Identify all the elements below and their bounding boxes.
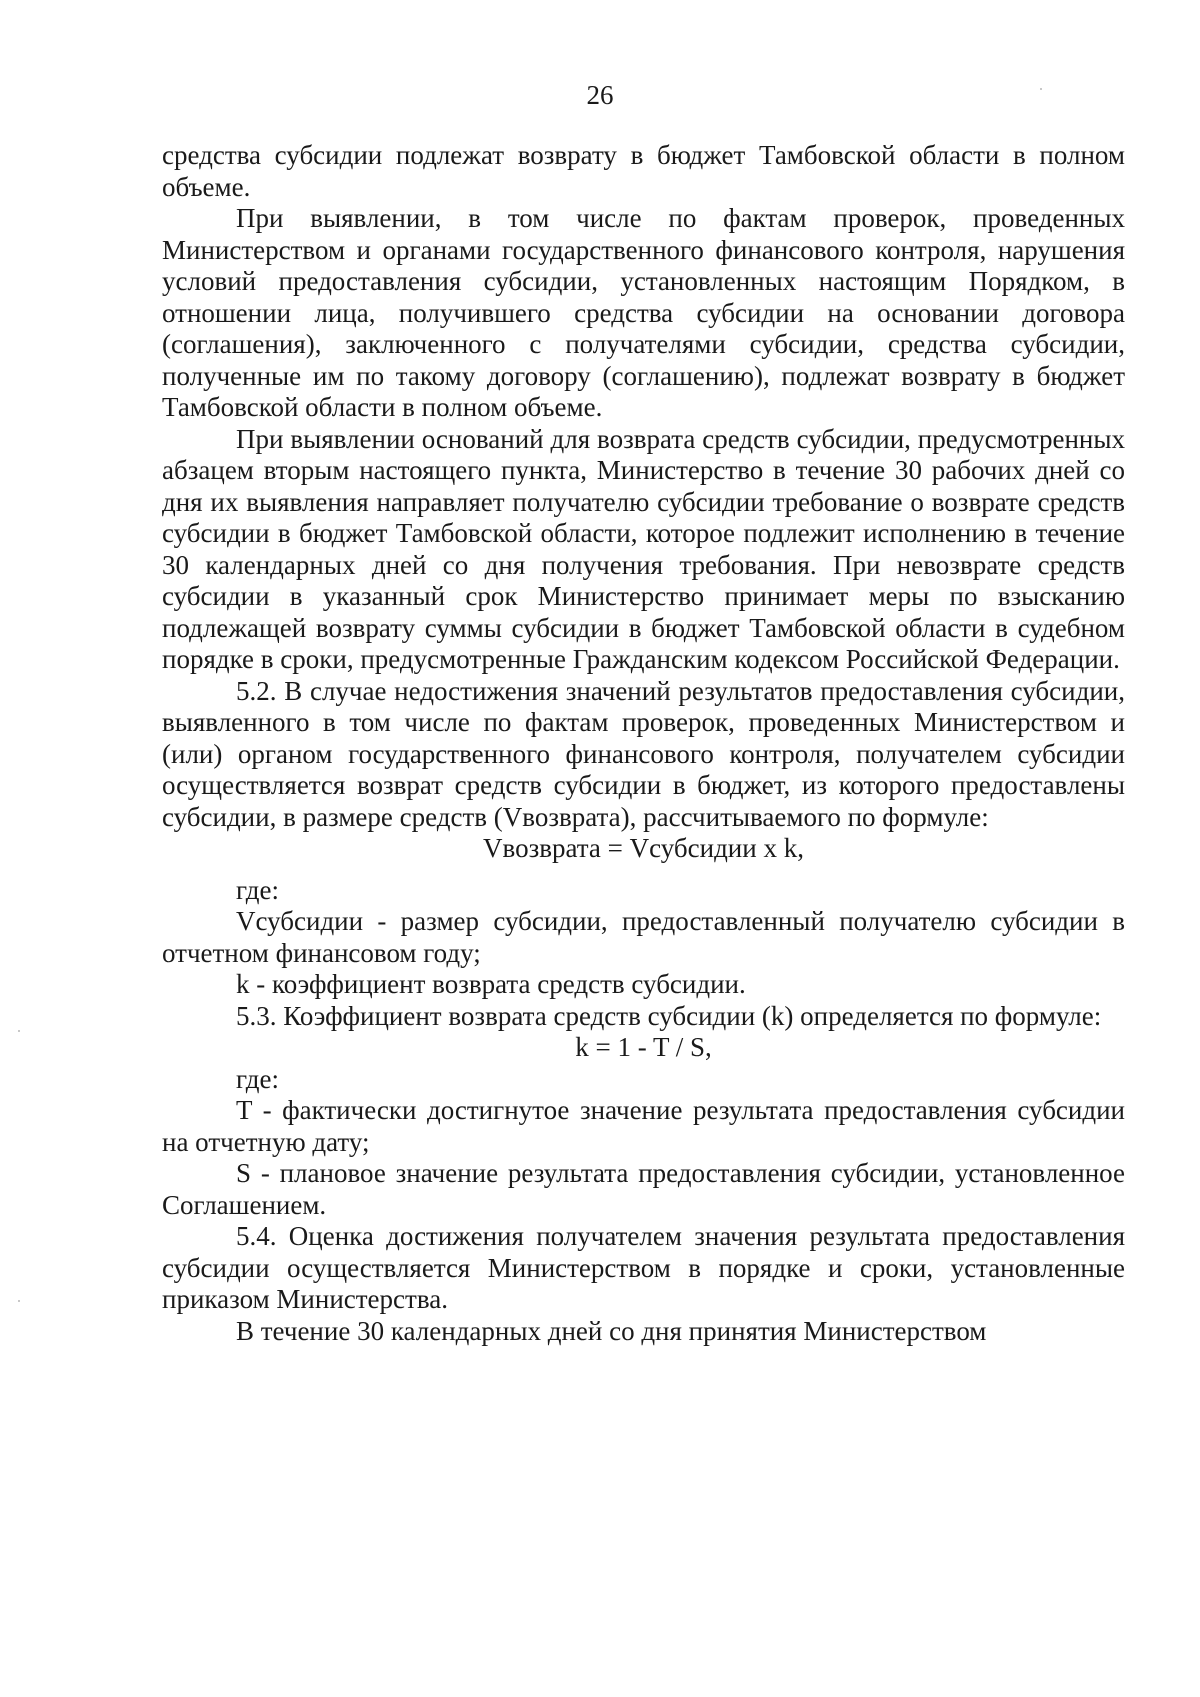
scan-artifact [18, 1300, 20, 1302]
paragraph-5-3: 5.3. Коэффициент возврата средств субсидии (k) определяется по формуле: [236, 1000, 1102, 1031]
paragraph-5-2: 5.2. В случае недостижения значений результатов предоставления субсидии, выявленного в том числе по фактам проверок, проведенных Министерством и (или) органом государственного финансового контроля, получателем субсидии осуществляется возврат средств субсидии в бюджет, из которого предоставлены субсидии, в размере средств (Vвозврата), рассчитываемого по формуле: [162, 675, 1125, 832]
definition-s: S - плановое значение результата предоставления субсидии, установленное Соглашением. [162, 1158, 1125, 1220]
where-label-1: где: [236, 874, 279, 905]
where-label-2: где: [236, 1063, 279, 1094]
paragraph-return-funds: средства субсидии подлежат возврату в бюджет Тамбовской области в полном объеме. [162, 140, 1125, 202]
definition-k: k - коэффициент возврата средств субсидии. [236, 969, 746, 999]
document-body [162, 140, 1125, 1347]
paragraph-5-4: 5.4. Оценка достижения получателем значения результата предоставления субсидии осуществляется Министерством в порядке и сроки, установленные приказом Министерства. [162, 1221, 1125, 1314]
paragraph-violations: При выявлении, в том числе по фактам проверок, проведенных Министерством и органами государственного финансового контроля, нарушения условий предоставления субсидии, установленных настоящим Порядком, в отношении лица, получившего средства субсидии на основании договора (соглашения), заключенного с получателями субсидии, средства субсидии, полученные им по такому договору (соглашению), подлежат возврату в бюджет Тамбовской области в полном объеме. [162, 203, 1125, 422]
scan-artifact [1040, 88, 1042, 90]
formula-coefficient: k = 1 - T / S, [575, 1032, 712, 1062]
definition-v-subsidy: Vсубсидии - размер субсидии, предоставленный получателю субсидии в отчетном финансовом году; [162, 906, 1125, 968]
paragraph-30-days: В течение 30 календарных дней со дня принятия Министерством [236, 1315, 987, 1346]
formula-return-volume: Vвозврата = Vсубсидии x k, [483, 833, 804, 863]
definition-t: T - фактически достигнутое значение результата предоставления субсидии на отчетную дату; [162, 1095, 1125, 1157]
scan-artifact [18, 1030, 20, 1032]
page-number: 26 [586, 80, 614, 110]
paragraph-return-requirement: При выявлении оснований для возврата средств субсидии, предусмотренных абзацем вторым настоящего пункта, Министерство в течение 30 рабочих дней со дня их выявления направляет получателю субсидии требование о возврате средств субсидии в бюджет Тамбовской области, которое подлежит исполнению в течение 30 календарных дней со дня получения требования. При невозврате средств субсидии в указанный срок Министерство принимает меры по взысканию подлежащей возврату суммы субсидии в бюджет Тамбовской области в судебном порядке в сроки, предусмотренные Гражданским кодексом Российской Федерации. [162, 423, 1125, 674]
